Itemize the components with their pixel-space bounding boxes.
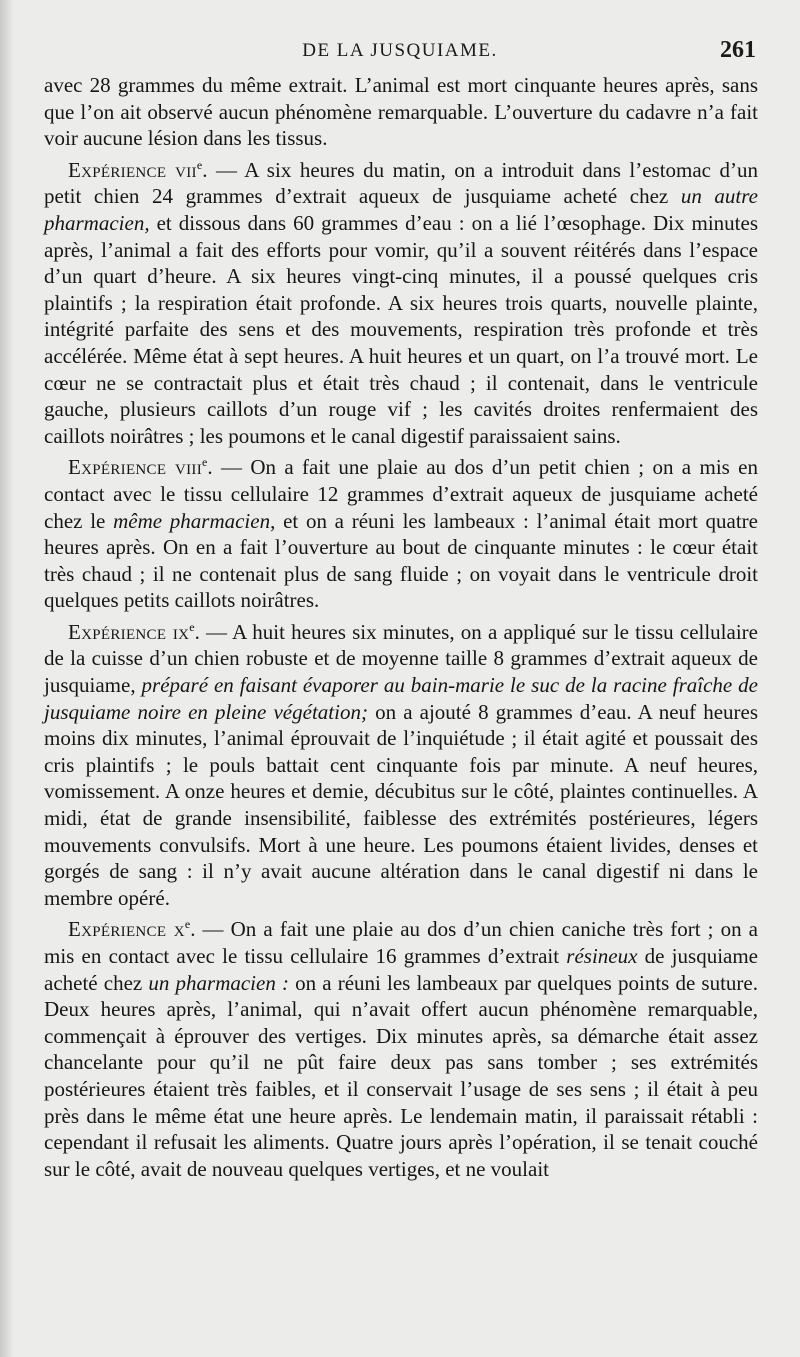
paragraph-experience <box>44 152 758 450</box>
italic-text: préparé en faisant évaporer au bain-marie le suc de la racine fraîche de jusquiame noire en pleine végétation; <box>44 673 758 724</box>
text-run: et dissous dans 60 grammes d’eau : on a lié l’œsophage. Dix minutes après, l’animal a fait des efforts pour vomir, qu’il a souvent réitérés dans l’espace d’un quart d’heure. A six heures vingt-cinq minutes, il a poussé quelques cris plaintifs ; la respiration était profonde. A six heures trois quarts, nouvelle plainte, intégrité parfaite des sens et des mouvements, respiration très profonde et très accélérée. Même état à sept heures. A huit heures et un quart, on l’a trouvé mort. Le cœur ne se contractait plus et était très chaud ; il contenait, dans le ventricule gauche, plusieurs caillots d’un rouge vif ; les cavités droites renfermaient des caillots noirâtres ; les poumons et le canal digestif paraissaient sains. <box>44 210 758 448</box>
experience-heading-superscript: e <box>189 619 195 634</box>
experience-heading: Expérience viii <box>68 455 203 480</box>
paragraph-experience <box>44 449 758 614</box>
italic-text: un autre pharmacien, <box>44 184 758 235</box>
text-run: , et on a réuni les lambeaux : l’animal était mort quatre heures après. On en a fait l’ouverture au bout de cinquante minutes : le cœur était très chaud ; il ne contenait plus de sang fluide ; on voyait dans le ventricule droit quelques petits caillots noirâtres. <box>44 508 758 613</box>
experience-heading-superscript: e <box>184 917 191 932</box>
text-run: On a fait une plaie au dos d’un chien caniche très fort ; on a mis en contact avec le tissu cellulaire 16 grammes d’extrait <box>44 917 758 968</box>
text-run: A six heures du matin, on a introduit dans l’estomac d’un petit chien 24 grammes d’extrait aqueux de jusquiame acheté chez <box>44 157 758 209</box>
experience-heading-dash: . — <box>207 455 251 480</box>
experience-heading-superscript: e <box>196 157 203 172</box>
running-head: DE LA JUSQUIAME. <box>302 40 498 61</box>
paragraph-experience <box>44 911 758 1182</box>
page-header <box>44 37 756 66</box>
italic-text: un pharmacien : <box>148 970 289 995</box>
experience-heading: Expérience vii <box>68 157 197 182</box>
text-run: avec 28 grammes du même extrait. L’animal est mort cinquante heures après, sans que l’on ait observé aucun phénomène remarquable. L’ouverture du cadavre n’a fait voir aucune lésion dans les tissus. <box>44 73 758 151</box>
text-run: A huit heures six minutes, on a appliqué sur le tissu cellulaire de la cuisse d’un chien robuste et de moyenne taille 8 grammes d’extrait aqueux de jusquiame, <box>44 619 758 698</box>
experience-heading-dash: . — <box>194 619 233 644</box>
text-run: On a fait une plaie au dos d’un petit chien ; on a mis en contact avec le tissu cellulaire 12 grammes d’extrait aqueux de jusquiame acheté chez le <box>44 455 758 533</box>
paragraph-experience <box>44 614 758 912</box>
page-edge-shadow <box>0 0 14 1357</box>
italic-text: résineux <box>566 944 638 968</box>
experience-heading-superscript: e <box>202 455 208 470</box>
text-run: on a réuni les lambeaux par quelques points de suture. Deux heures après, l’animal, qui n’avait offert aucun phénomène remarquable, commençait à éprouver des vertiges. Dix minutes après, sa démarche était assez chancelante pour qu’il ne pût faire deux pas sans tomber ; ses extrémités postérieures étaient très faibles, et il conservait l’usage de ses sens ; il était à peu près dans le même état une heure après. Le lendemain matin, il paraissait rétabli : cependant il refusait les aliments. Quatre jours après l’opération, il se tenait couché sur le côté, avait de nouveau quelques vertiges, et ne voulait <box>44 970 758 1181</box>
experience-heading: Expérience x <box>68 917 185 942</box>
italic-text: même pharmacien <box>113 508 271 533</box>
experience-heading-dash: . — <box>202 157 245 182</box>
page-number: 261 <box>720 37 756 63</box>
text-run: de jusquiame acheté chez <box>44 944 759 995</box>
text-run: on a ajouté 8 grammes d’eau. A neuf heures moins dix minutes, l’animal éprouvait de l’inquiétude ; il était agité et poussait des cris plaintifs ; le pouls battait cent cinquante fois par minute. A neuf heures, vomissement. A onze heures et demie, décubitus sur le côté, plaintes continuelles. A midi, état de grande insensibilité, faiblesse des extrémités postérieures, légers mouvements convulsifs. Mort à une heure. Les poumons étaient livides, denses et gorgés de sang : il n’y avait aucune altération dans le canal digestif ni dans le membre opéré. <box>44 699 758 910</box>
body-text <box>44 72 758 1182</box>
paragraph-continuation <box>44 72 758 152</box>
experience-heading-dash: . — <box>190 917 231 942</box>
experience-heading: Expérience ix <box>68 619 190 644</box>
